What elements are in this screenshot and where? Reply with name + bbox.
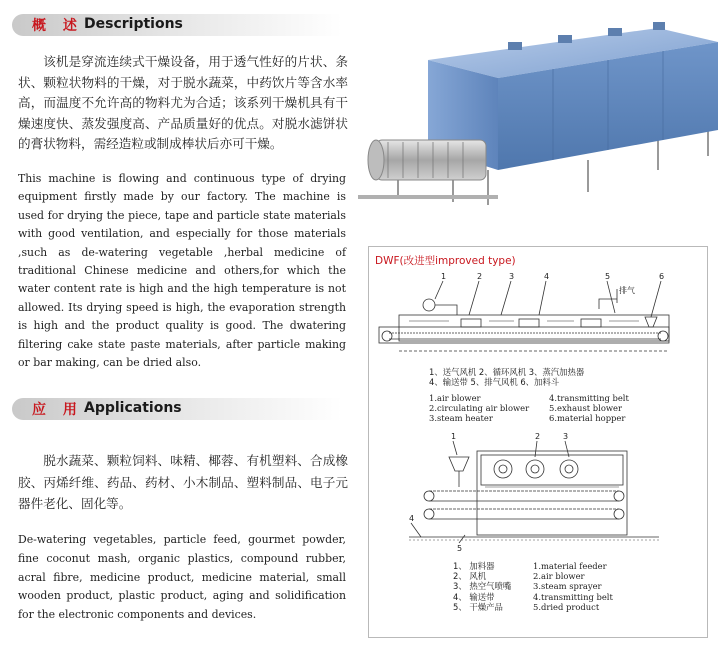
legend-line: 5、 干燥产品	[453, 601, 503, 612]
legend-line: 2.air blower	[533, 571, 585, 582]
legend-line: 1、 加料器	[453, 561, 495, 571]
descriptions-cn-paragraph: 该机是穿流连续式干燥设备，用于透气性好的片状、条状、颗粒状物料的干燥，对于脱水蔬菜，中药饮片等含水率高，而温度不允许高的物料尤为合适；该系列干燥机具有干燥速度快、蒸发强度高、产品质量好的优点。对脱水滤饼状的膏状物料，需经造粒或制成棒状后亦可干燥。	[18, 54, 348, 151]
legend-line: 5.dried product	[533, 601, 600, 612]
legend-line: 6.material hopper	[549, 413, 626, 424]
legend-line: 4.transmitting belt	[533, 591, 613, 602]
bottom-number: 5	[457, 544, 463, 553]
top-number: 3	[509, 272, 515, 281]
top-number: 2	[477, 272, 483, 281]
legend-line: 3.steam heater	[429, 413, 493, 424]
applications-en-paragraph: De-watering vegetables, particle feed, gourmet powder, fine coconut mash, organic plastics, compound rubber, acral fibre, medicine product, medicine material, small wooden product, plastic product, aging and solidification for the electronic components and devices.	[18, 533, 346, 622]
legend-line: 4.transmitting belt	[549, 393, 629, 403]
bottom-number: 2	[535, 432, 541, 441]
legend-line: 5.exhaust blower	[549, 403, 622, 414]
legend-line: 1、送气风机 2、循环风机 3、蒸汽加热器	[429, 367, 585, 377]
top-number: 6	[659, 272, 665, 281]
dryer-machine-photo	[358, 20, 720, 218]
legend-line: 4、输送带 5、排气风机 6、加料斗	[429, 377, 560, 388]
legend-top-en-left	[429, 393, 529, 424]
legend-line: 1.air blower	[429, 393, 481, 403]
top-number: 1	[441, 272, 447, 281]
top-number: 5	[605, 272, 611, 281]
bottom-number: 3	[563, 432, 569, 441]
legend-line: 3、 热空气喷嘴	[453, 581, 512, 592]
applications-heading-cn: 应 用	[32, 402, 83, 418]
bottom-number: 1	[451, 432, 457, 441]
legend-top-en-right	[549, 393, 629, 424]
descriptions-en-paragraph: This machine is flowing and continuous type of drying equipment firstly made by our factory. The machine is used for drying the piece, tape and particle state materials with good ventilation, and especially for those materials ,such as de-watering vegetable ,herbal medicine of traditional Chinese medicine and others,for which the water content rate is high and the high temperature is not allowed. Its drying speed is high, the evaporation strength is high and the product quality is good. The dwatering filtering cake state paste materials, after particle making or bar making, can be dried also.	[18, 172, 346, 370]
descriptions-heading-cn: 概 述	[32, 18, 83, 34]
schematic-top	[369, 269, 707, 363]
legend-line: 2、 风机	[453, 571, 487, 582]
dwf-diagram-panel	[368, 246, 708, 638]
legend-line: 1.material feeder	[533, 561, 607, 571]
top-number: 4	[544, 272, 550, 281]
legend-bottom-en	[533, 561, 613, 612]
bottom-number: 4	[409, 514, 415, 523]
legend-line: 3.steam sprayer	[533, 581, 602, 592]
legend-top-cn	[429, 367, 584, 387]
descriptions-heading-en: Descriptions	[84, 16, 183, 32]
applications-heading-en: Applications	[84, 400, 182, 416]
diagram-title: DWF(改进型improved type)	[375, 255, 516, 267]
legend-line: 4、 输送带	[453, 591, 495, 602]
exhaust-label: 排气	[619, 286, 635, 295]
applications-cn-paragraph: 脱水蔬菜、颗粒饲料、味精、椰蓉、有机塑料、合成橡胶、丙烯纤维、药品、药材、小木制品、塑料制品、电子元器件老化、固化等。	[18, 453, 348, 511]
legend-line: 2.circulating air blower	[429, 403, 530, 414]
applications-heading	[12, 398, 342, 420]
descriptions-heading	[12, 14, 342, 36]
legend-bottom-cn	[453, 561, 511, 612]
schematic-bottom	[369, 429, 707, 557]
